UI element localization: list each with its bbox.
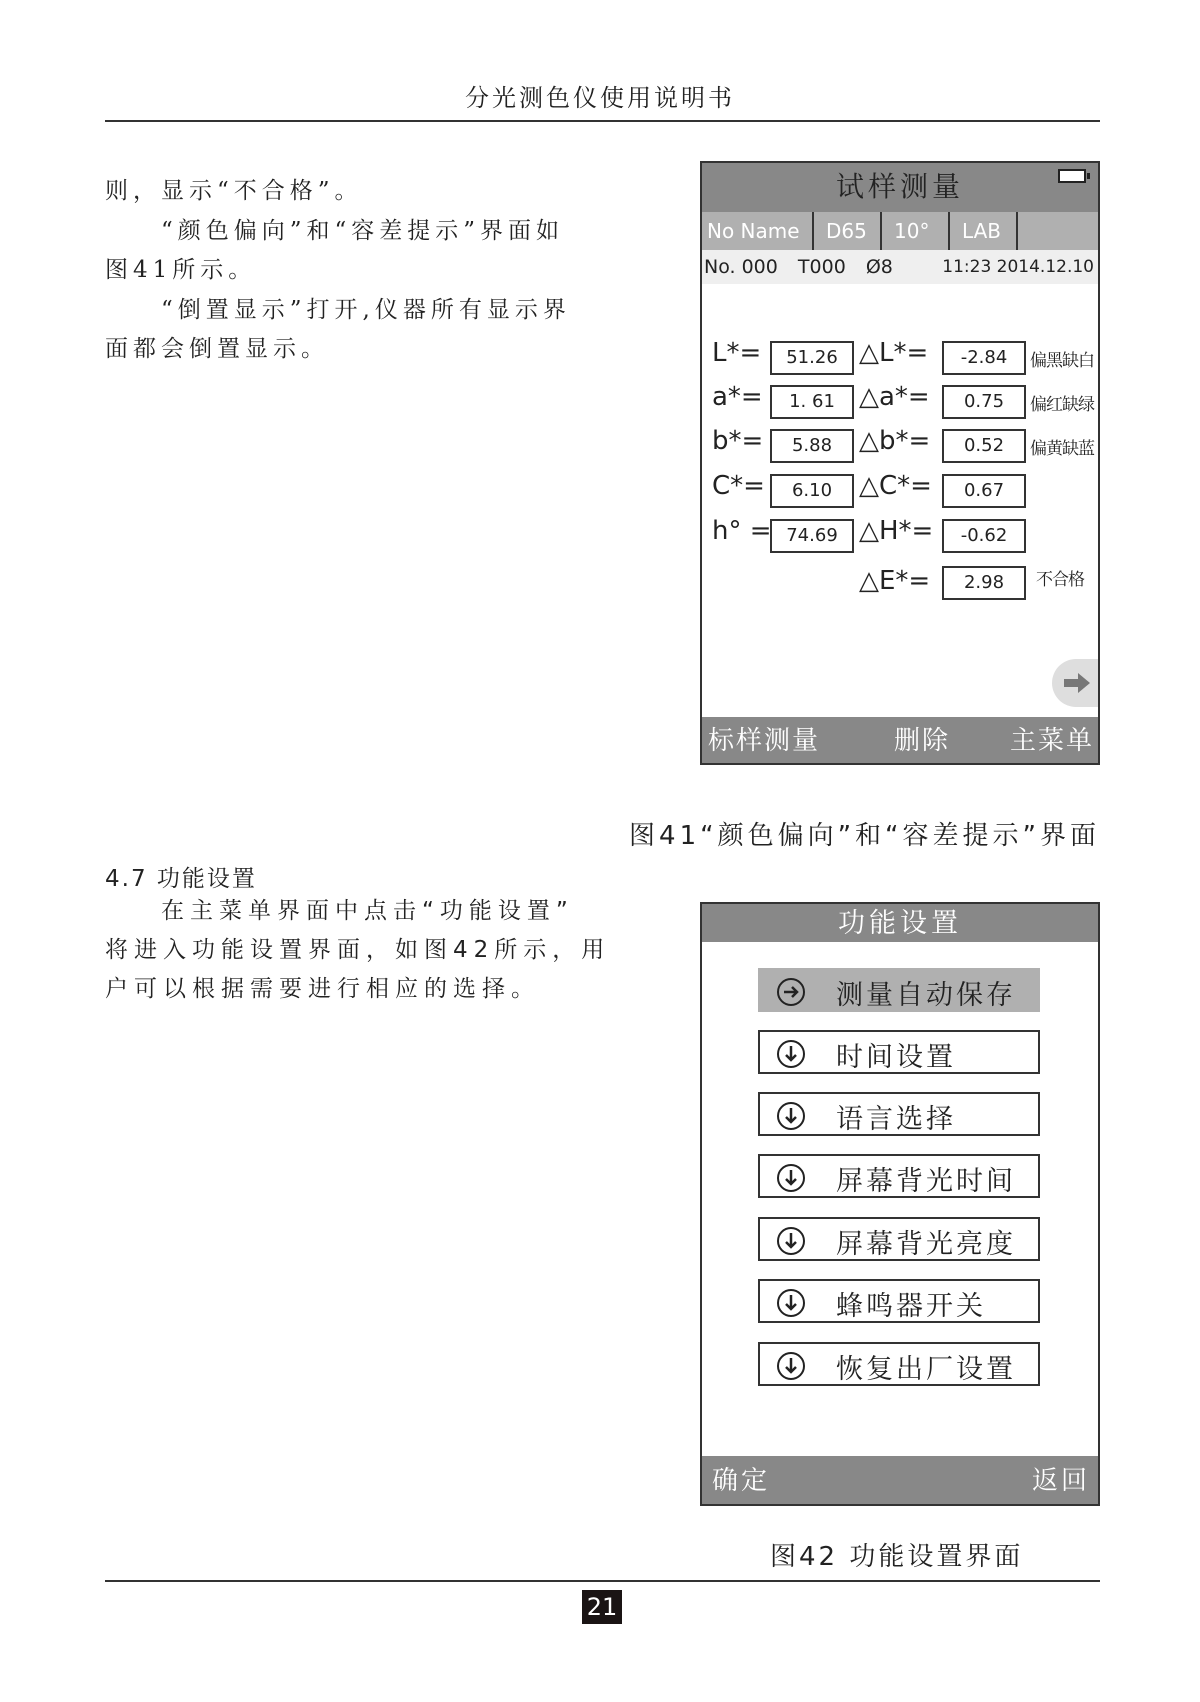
menu-item-label: 时间设置 — [836, 1042, 956, 1073]
color-deviation-hint: 偏黑缺白 — [1030, 351, 1094, 371]
next-page-button[interactable] — [1052, 659, 1100, 707]
observer-angle[interactable]: 10° — [882, 212, 950, 250]
intro-paragraph — [105, 172, 615, 370]
sample-measurement-screen — [700, 161, 1100, 765]
value-label: h° = — [712, 516, 772, 546]
status-bar — [702, 212, 1098, 250]
value-label: a*= — [712, 382, 763, 412]
figure-41-caption: 图41“颜色偏向”和“容差提示”界面 — [629, 821, 1100, 851]
delta-e-box: 2.98 — [942, 566, 1026, 600]
screen-footer — [702, 1456, 1098, 1504]
value-label: C*= — [712, 471, 765, 501]
menu-item-time-settings[interactable] — [758, 1030, 1040, 1074]
measurement-row — [702, 382, 1100, 419]
value-box: 1. 61 — [770, 385, 854, 419]
value-box: 5.88 — [770, 429, 854, 463]
value-box: 51.26 — [770, 341, 854, 375]
page-header-title: 分光测色仪使用说明书 — [465, 84, 735, 112]
footer-divider — [105, 1580, 1100, 1582]
aperture: Ø8 — [865, 256, 893, 278]
tolerance-id: T000 — [797, 256, 846, 278]
measurement-row — [702, 426, 1100, 463]
delta-box: -0.62 — [942, 519, 1026, 553]
text-line: 则，显示“不合格”。 — [105, 178, 363, 204]
text-line: “颜色偏向”和“容差提示”界面如 — [161, 217, 565, 244]
main-menu-button[interactable]: 主菜单 — [1009, 726, 1094, 756]
color-deviation-hint: 偏黄缺蓝 — [1030, 439, 1094, 459]
menu-item-label: 语言选择 — [836, 1104, 956, 1135]
circle-arrow-down-icon — [776, 1163, 806, 1193]
measurement-row — [702, 471, 1100, 508]
delta-label: △b*= — [859, 426, 931, 456]
standard-measure-button[interactable]: 标样测量 — [708, 726, 821, 756]
circle-arrow-right-icon — [776, 977, 806, 1007]
header-divider — [105, 120, 1100, 122]
delta-e-label: △E*= — [859, 566, 931, 596]
confirm-button[interactable]: 确定 — [712, 1466, 771, 1496]
delta-label: △a*= — [859, 382, 930, 412]
arrow-right-icon — [1062, 671, 1092, 695]
menu-item-backlight-brightness[interactable] — [758, 1217, 1040, 1261]
section-heading: 4.7 功能设置 — [105, 866, 257, 892]
menu-item-label: 蜂鸣器开关 — [836, 1291, 986, 1322]
status-empty-cell — [1018, 212, 1098, 250]
record-number: No. 000 — [704, 256, 778, 278]
figure-42-caption: 图42 功能设置界面 — [770, 1542, 1024, 1572]
text-line: 将进入功能设置界面，如图42所示，用 — [105, 937, 611, 963]
measurement-row — [702, 338, 1100, 375]
value-label: b*= — [712, 426, 764, 456]
section-paragraph — [105, 892, 615, 1009]
menu-item-label: 屏幕背光时间 — [836, 1166, 1016, 1197]
delta-box: -2.84 — [942, 341, 1026, 375]
battery-icon — [1058, 169, 1086, 183]
screen-title: 功能设置 — [702, 904, 1098, 942]
menu-item-backlight-time[interactable] — [758, 1154, 1040, 1198]
value-label: L*= — [712, 338, 762, 368]
text-line: 面都会倒置显示。 — [105, 336, 329, 362]
text-line: 在主菜单界面中点击“功能设置” — [161, 898, 574, 924]
delta-label: △C*= — [859, 471, 932, 501]
circle-arrow-down-icon — [776, 1288, 806, 1318]
back-button[interactable]: 返回 — [1031, 1466, 1090, 1496]
circle-arrow-down-icon — [776, 1226, 806, 1256]
circle-arrow-down-icon — [776, 1351, 806, 1381]
text-line: “倒置显示”打开,仪器所有显示界 — [161, 296, 571, 323]
menu-item-language[interactable] — [758, 1092, 1040, 1136]
menu-item-label: 测量自动保存 — [836, 980, 1016, 1011]
circle-arrow-down-icon — [776, 1039, 806, 1069]
color-space-mode[interactable]: LAB — [950, 212, 1018, 250]
delta-box: 0.52 — [942, 429, 1026, 463]
delta-label: △L*= — [859, 338, 929, 368]
illuminant[interactable]: D65 — [814, 212, 882, 250]
function-settings-screen — [700, 902, 1100, 1506]
text-line: 户可以根据需要进行相应的选择。 — [105, 976, 540, 1002]
delete-button[interactable]: 删除 — [894, 726, 951, 756]
menu-item-auto-save[interactable] — [758, 968, 1040, 1012]
menu-item-factory-reset[interactable] — [758, 1342, 1040, 1386]
text-line: 图41所示。 — [105, 257, 257, 283]
menu-item-label: 恢复出厂设置 — [836, 1354, 1016, 1385]
screen-title: 试样测量 — [835, 170, 964, 203]
pass-fail-result: 不合格 — [1036, 570, 1084, 590]
screen-title-bar — [702, 163, 1098, 212]
color-deviation-hint: 偏红缺绿 — [1030, 395, 1094, 415]
menu-item-label: 屏幕背光亮度 — [836, 1229, 1016, 1260]
delta-label: △H*= — [859, 516, 934, 546]
datetime: 11:23 2014.12.10 — [942, 257, 1094, 277]
info-bar — [702, 250, 1098, 284]
value-box: 74.69 — [770, 519, 854, 553]
circle-arrow-down-icon — [776, 1101, 806, 1131]
screen-footer — [702, 717, 1098, 763]
delta-box: 0.67 — [942, 474, 1026, 508]
measurement-row — [702, 516, 1100, 553]
delta-e-row — [702, 566, 1100, 600]
value-box: 6.10 — [770, 474, 854, 508]
page-number: 21 — [582, 1590, 622, 1624]
delta-box: 0.75 — [942, 385, 1026, 419]
menu-item-buzzer[interactable] — [758, 1279, 1040, 1323]
sample-name[interactable]: No Name — [702, 212, 814, 250]
